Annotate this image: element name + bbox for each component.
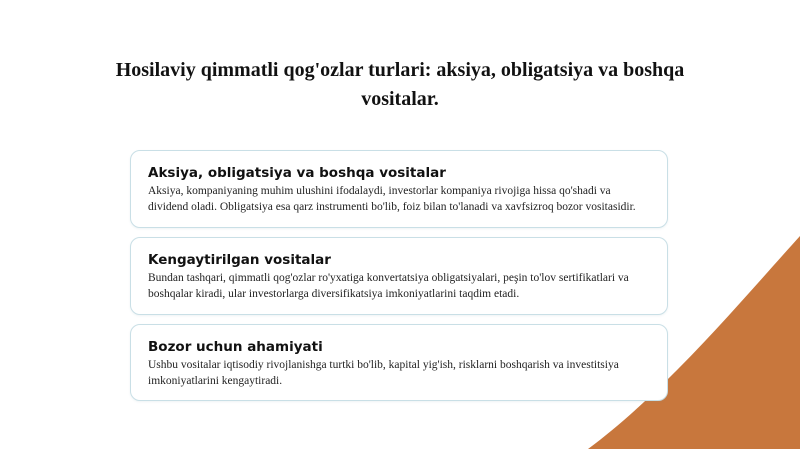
card-market-importance (130, 324, 668, 401)
card-extended-instruments (130, 237, 668, 315)
card-text: Aksiya, kompaniyaning muhim ulushini ifodalaydi, investorlar kompaniya rivojiga hissa qo'shadi va dividend oladi. Obligatsiya esa qarz instrumenti bo'lib, foiz bilan to'lanadi va xavfsizroq bozor vositasidir. (148, 185, 636, 213)
card-text: Ushbu vositalar iqtisodiy rivojlanishga turtki bo'lib, kapital yig'ish, risklarni boshqarish va investitsiya imkoniyatlarini kengaytiradi. (148, 359, 619, 387)
card-heading: Bozor uchun ahamiyati (148, 339, 323, 355)
page-title: Hosilaviy qimmatli qog'ozlar turlari: aksiya, obligatsiya va boshqa vositalar. (115, 59, 685, 110)
card-text: Bundan tashqari, qimmatli qog'ozlar ro'yxatiga konvertatsiya obligatsiyalari, peşin to'lov sertifikatlari va boshqalar kiradi, ular investorlarga diversifikatsiya imkoniyatlarini taqdim etadi. (148, 272, 629, 300)
card-stocks-bonds (130, 150, 668, 228)
card-heading: Aksiya, obligatsiya va boshqa vositalar (148, 165, 446, 181)
card-heading: Kengaytirilgan vositalar (148, 252, 331, 268)
